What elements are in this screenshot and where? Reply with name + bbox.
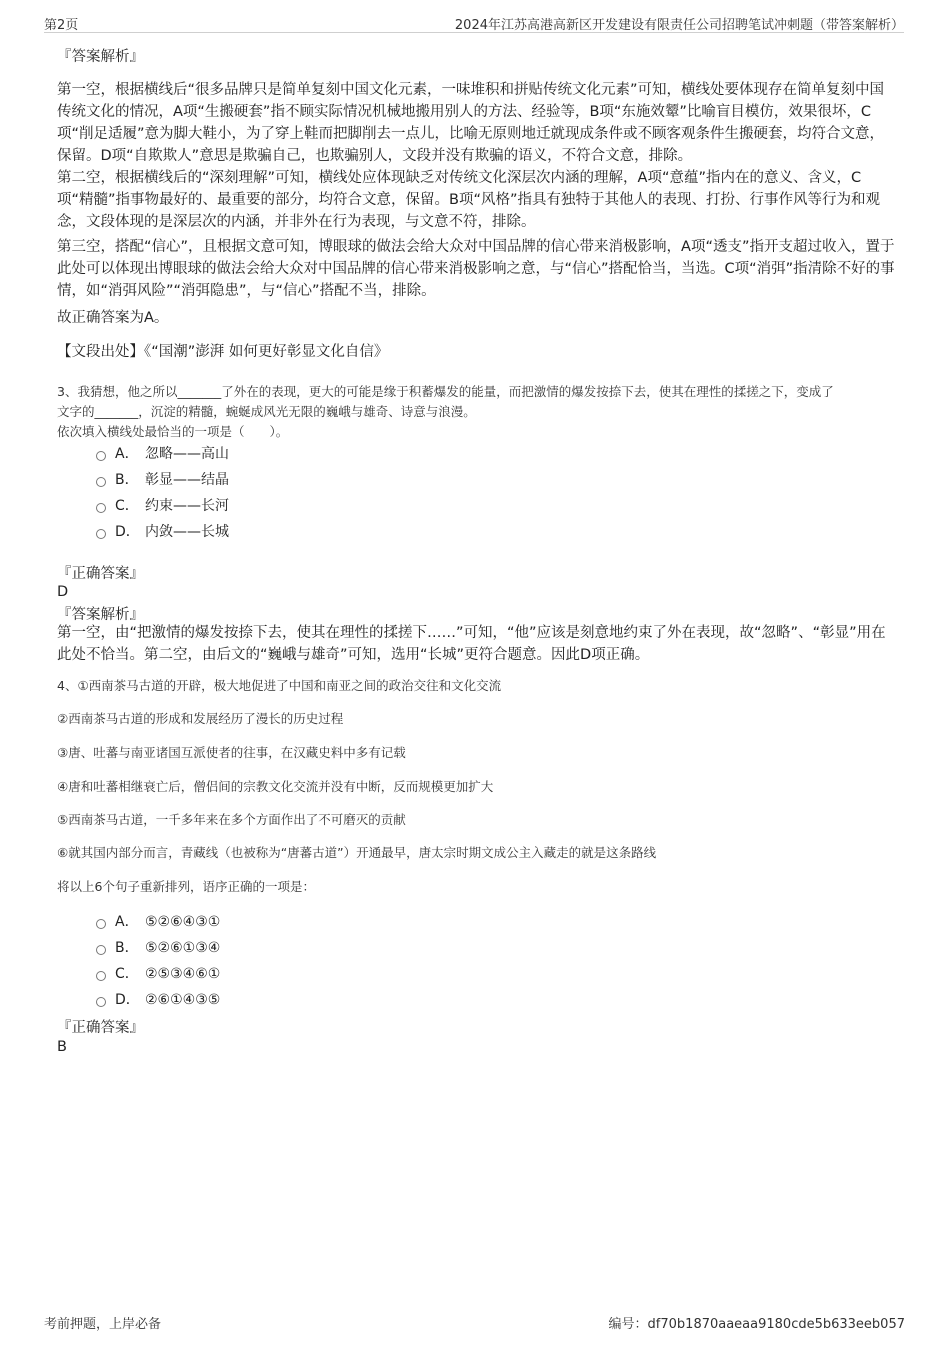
footer-slogan: 考前押题，上岸必备	[44, 1317, 162, 1332]
q3-stem-line3: 依次填入横线处最恰当的一项是（ ）。	[57, 424, 289, 439]
radio-button[interactable]	[96, 503, 106, 513]
q3-option-d[interactable]: D． 内敛——长城	[96, 522, 229, 542]
q3-stem-line1: 3、我猜想，他之所以_______了外在的表现，更大的可能是缘于积蓄爆发的能量，而把激情的爆发按捺下去，使其在理性的揉搓之下，变成了	[57, 384, 834, 399]
radio-button[interactable]	[96, 529, 106, 539]
radio-button[interactable]	[96, 451, 106, 461]
q3-answer-heading: 『正确答案』	[57, 566, 144, 582]
q4-option-d[interactable]: D． ②⑥①④③⑤	[96, 990, 220, 1010]
q2-analysis-heading: 『答案解析』	[57, 49, 144, 65]
radio-button[interactable]	[96, 477, 106, 487]
q3-analysis: 第一空，由“把激情的爆发按捺下去，使其在理性的揉搓下……”可知，“他”应该是刻意地约束了外在表现，故“忽略”、“彰显”用在此处不恰当。第二空，由后文的“巍峨与雄奇”可知，选用“长城”更符合题意。因此D项正确。	[57, 625, 886, 663]
q2-conclusion: 故正确答案为A。	[57, 310, 169, 326]
q4-option-a[interactable]: A． ⑤②⑥④③①	[96, 912, 220, 932]
radio-button[interactable]	[96, 997, 106, 1007]
q4-sentence-2: ②西南茶马古道的形成和发展经历了漫长的历史过程	[57, 711, 344, 726]
radio-button[interactable]	[96, 971, 106, 981]
q3-answer: D	[57, 584, 69, 600]
footer-serial-number: 编号：df70b1870aaeaa9180cde5b633eeb057	[608, 1317, 905, 1332]
q4-answer-heading: 『正确答案』	[57, 1020, 144, 1036]
q4-option-c[interactable]: C． ②⑤③④⑥①	[96, 964, 220, 984]
q4-question: 将以上6个句子重新排列，语序正确的一项是：	[57, 879, 315, 894]
q3-stem-line2: 文字的_______，沉淀的精髓，蜿蜒成风光无限的巍峨与雄奇、诗意与浪漫。	[57, 404, 476, 419]
q3-analysis-heading: 『答案解析』	[57, 607, 144, 623]
q4-sentence-3: ③唐、吐蕃与南亚诸国互派使者的往事，在汉藏史料中多有记载	[57, 745, 406, 760]
radio-button[interactable]	[96, 945, 106, 955]
q3-option-b[interactable]: B． 彰显——结晶	[96, 470, 229, 490]
q4-sentence-4: ④唐和吐蕃相继衰亡后，僧侣间的宗教文化交流并没有中断，反而规模更加扩大	[57, 779, 494, 794]
q2-analysis-para2: 第二空，根据横线后的“深刻理解”可知，横线处应体现缺乏对传统文化深层次内涵的理解，A项“意蕴”指内在的意义、含义，C项“精髓”指事物最好的、最重要的部分，均符合文意，保留。B项“风格”指具有独特于其他人的表现、打扮、行事作风等行为和观念，文段体现的是深层次的内涵，并非外在行为表现，与文意不符，排除。	[57, 170, 880, 230]
q4-option-b[interactable]: B． ⑤②⑥①③④	[96, 938, 220, 958]
page-number: 第2页	[44, 18, 79, 33]
document-title: 2024年江苏高港高新区开发建设有限责任公司招聘笔试冲刺题（带答案解析）	[454, 18, 904, 33]
q4-sentence-6: ⑥就其国内部分而言，青藏线（也被称为“唐蕃古道”）开通最早，唐太宗时期文成公主入藏走的就是这条路线	[57, 845, 657, 860]
q4-sentence-5: ⑤西南茶马古道，一千多年来在多个方面作出了不可磨灭的贡献	[57, 812, 406, 827]
q3-option-a[interactable]: A． 忽略——高山	[96, 444, 229, 464]
q2-source: 【文段出处】《“国潮”澎湃 如何更好彰显文化自信》	[57, 344, 389, 360]
radio-button[interactable]	[96, 919, 106, 929]
q2-analysis-para1: 第一空，根据横线后“很多品牌只是简单复刻中国文化元素，一味堆积和拼贴传统文化元素”可知，横线处要体现存在简单复刻中国传统文化的情况，A项“生搬硬套”指不顾实际情况机械地搬用别人的方法、经验等，B项“东施效颦”比喻盲目模仿，效果很坏，C项“削足适履”意为脚大鞋小，为了穿上鞋而把脚削去一点儿，比喻无原则地迁就现成条件或不顾客观条件生搬硬套，均符合文意，保留。D项“自欺欺人”意思是欺骗自己，也欺骗别人，文段并没有欺骗的语义，不符合文意，排除。	[57, 82, 885, 164]
page-header	[44, 14, 904, 33]
q4-sentence-1: 4、①西南茶马古道的开辟，极大地促进了中国和南亚之间的政治交往和文化交流	[57, 678, 502, 693]
q2-analysis-para3: 第三空，搭配“信心”，且根据文意可知，博眼球的做法会给大众对中国品牌的信心带来消极影响，A项“透支”指开支超过收入，置于此处可以体现出博眼球的做法会给大众对中国品牌的信心带来消极影响之意，与“信心”搭配恰当，当选。C项“消弭”指清除不好的事情，如“消弭风险”“消弭隐患”，与“信心”搭配不当，排除。	[57, 239, 895, 299]
q3-option-c[interactable]: C． 约束——长河	[96, 496, 229, 516]
q4-answer: B	[57, 1039, 67, 1055]
